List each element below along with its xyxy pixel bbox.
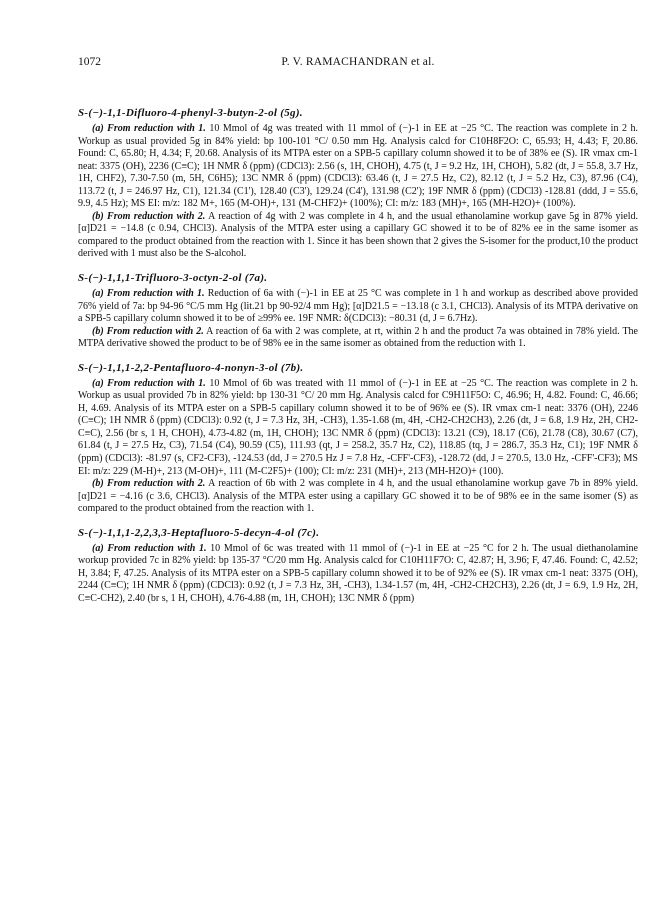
- paragraph-text: 10 Mmol of 4g was treated with 11 mmol of (−)-1 in EE at −25 °C. The reaction was complete in 2 h. Workup as usual provided 5g in 84% yield: bp 100-101 °C/ 0.50 mm Hg. Analysis calcd for C10H8F2O: C, 65.93; H, 4.43; F, 20.86. Found: C, 65.80; H, 4.34; F, 20.68. Analysis of its MTPA ester on a SPB-5 capillary column showed it to be of 38% ee (S). IR νmax cm-1 neat: 3375 (OH), 2236 (C≡C); 1H NMR δ (ppm) (CDCl3): 2.56 (s, 1H, CHOH), 4.75 (t, J = 9.2 Hz, 1H, CHOH), 5.82 (dt, J = 55.8, 3.7 Hz, 1H, CHF2), 7.30-7.50 (m, 5H, C6H5); 13C NMR δ (ppm) (CDCl3): 63.46 (t, J = 27.5 Hz, C2), 82.12 (t, J = 5.2 Hz, C3), 87.96 (C4), 113.72 (t, J = 246.97 Hz, C1), 121.34 (C1'), 128.40 (C3'), 129.24 (C4'), 131.98 (C2'); 19F NMR δ (ppm) (CDCl3) -128.81 (ddd, J = 55.6, 9.9, 4.5 Hz); MS EI: m/z: 182 M+, 165 (M-OH)+, 131 (M-CHF2)+ (100%); CI: m/z: 183 (MH)+, 165 (MH-H2O)+ (100%).: [78, 123, 638, 210]
- section-title: S-(−)-1,1-Difluoro-4-phenyl-3-butyn-2-ol (5g).: [78, 107, 303, 119]
- paragraph: [78, 326, 638, 351]
- paragraph-text: A reaction of 6a with 2 was complete, at rt, within 2 h and the product 7a was obtained in 78% yield. The MTPA derivative showed the product to be of 98% ee in the same isomer as obtained from the reduction with 1.: [78, 325, 638, 350]
- article-body: [78, 106, 638, 606]
- paragraph: [78, 211, 638, 261]
- paragraph-lead: (b) From reduction with 2.: [92, 210, 206, 222]
- paragraph: [78, 378, 638, 478]
- paragraph-text: A reaction of 4g with 2 was complete in 4 h, and the usual ethanolamine workup gave 5g in 87% yield. [α]D21 = −14.8 (c 0.94, CHCl3). Analysis of the MTPA ester using a capillary GC showed it to be of 82% ee in the same isomer as compared to the product obtained from the reaction with 1. Since it has been shown that 2 gives the S-isomer for the product,10 the product derived with 1 must also be the S-alcohol.: [78, 210, 638, 260]
- paragraph: [78, 543, 638, 606]
- section-title: S-(−)-1,1,1-2,2-Pentafluoro-4-nonyn-3-ol (7b).: [78, 361, 304, 374]
- paragraph: [78, 288, 638, 326]
- paragraph-lead: (a) From reduction with 1.: [92, 542, 207, 554]
- paragraph-lead: (b) From reduction with 2.: [92, 478, 206, 490]
- section-title: S-(−)-1,1,1-2,2,3,3-Heptafluoro-5-decyn-4-ol (7c).: [78, 526, 320, 539]
- page-header: [78, 56, 638, 72]
- section-7a: [78, 271, 638, 351]
- page-number: 1072: [78, 56, 101, 68]
- paragraph-lead: (a) From reduction with 1.: [92, 123, 206, 134]
- section-5g: [78, 106, 638, 261]
- paragraph: [78, 478, 638, 516]
- paragraph-text: 10 Mmol of 6b was treated with 11 mmol of (−)-1 in EE at −25 °C. The reaction was complete in 2 h. Workup as usual provided 7b in 82% yield: bp 130-31 °C/ 20 mm Hg. Analysis calcd for C9H11F5O: C, 46.96; H, 4.82. Found: C, 46.66; H, 4.69. Analysis of its MTPA ester on a SPB-5 capillary column showed it to be of 96% ee (S). IR νmax cm-1 neat: 3376 (OH), 2246 (C≡C); 1H NMR δ (ppm) (CDCl3): 0.92 (t, J = 7.3 Hz, 3H, -CH3), 1.35-1.68 (m, 4H, -CH2-CH2CH3), 2.26 (dt, J = 6.8, 1.9 Hz, 2H, CH2-C≡C), 2.56 (br s, 1 H, CHOH), 4.73-4.82 (m, 1H, CHOH); 13C NMR δ (ppm) (CDCl3): 13.21 (C9), 18.17 (C6), 21.78 (C8), 30.67 (C7), 61.84 (t, J = 27.5 Hz, C3), 71.54 (C4), 90.59 (C5), 111.93 (qt, J = 258.2, 35.7 Hz, C2), 118.85 (tq, J = 286.7, 35.3 Hz, C1); 19F NMR δ (ppm) (CDCl3): -81.97 (s, CF2-CF3), -124.53 (dd, J = 270.5 Hz J = 7.8 Hz, -CFF'-CF3), -128.72 (dd, J = 270.5, 13.0 Hz, -CFF'-CF3); MS EI: m/z: 229 (M-H)+, 213 (M-OH)+, 111 (M-C2F5)+ (100); CI: m/z: 231 (MH)+, 213 (MH-H2O)+ (100).: [78, 377, 638, 477]
- paragraph: [78, 123, 638, 211]
- paragraph-lead: (a) From reduction with 1.: [92, 288, 205, 300]
- paragraph-text: A reaction of 6b with 2 was complete in 4 h, and the usual ethanolamine workup gave 7b in 89% yield. [α]D21 = −4.16 (c 3.6, CHCl3). Analysis of the MTPA ester using a capillary GC showed it to be of 98% ee in the same isomer (S) as compared to the product obtained from the reaction with 1.: [78, 478, 638, 515]
- section-7b: [78, 361, 638, 516]
- section-title: S-(−)-1,1,1-Trifluoro-3-octyn-2-ol (7a).: [78, 272, 268, 285]
- paragraph-text: 10 Mmol of 6c was treated with 11 mmol of (−)-1 in EE at −25 °C for 2 h. The usual diethanolamine workup provided 7c in 82% yield: bp 135-37 °C/20 mm Hg. Analysis calcd for C10H11F7O: C, 42.87; H, 3.96; F, 47.46. Found: C, 42.52; H, 3.84; F, 47.25. Analysis of its MTPA ester on a SPB-5 capillary column showed it to be of 92% ee (S). IR νmax cm-1 neat: 3375 (OH), 2244 (C≡C); 1H NMR δ (ppm) (CDCl3): 0.92 (t, J = 7.3 Hz, 3H, -CH3), 1.34-1.57 (m, 4H, -CH2-CH2CH3), 2.26 (dt, J = 6.9, 1.9 Hz, 2H, C≡C-CH2), 2.40 (br s, 1 H, CHOH), 4.76-4.88 (m, 1H, CHOH); 13C NMR δ (ppm): [78, 542, 638, 604]
- paragraph-lead: (b) From reduction with 2.: [92, 325, 204, 337]
- running-head: P. V. RAMACHANDRAN et al.: [281, 56, 435, 68]
- paragraph-lead: (a) From reduction with 1.: [92, 377, 206, 389]
- section-7c: [78, 526, 638, 606]
- paragraph-text: Reduction of 6a with (−)-1 in EE at 25 °C was complete in 1 h and workup as described above provided 76% yield of 7a: bp 94-96 °C/5 mm Hg (lit.21 bp 90-92/4 mm Hg); [α]D21.5 = −13.18 (c 3.1, CHCl3). Analysis of its MTPA derivative on a SPB-5 capillary column showed it to be of ≥99% ee. 19F NMR: δ(CDCl3): −80.31 (d, J = 6.7Hz).: [78, 288, 638, 325]
